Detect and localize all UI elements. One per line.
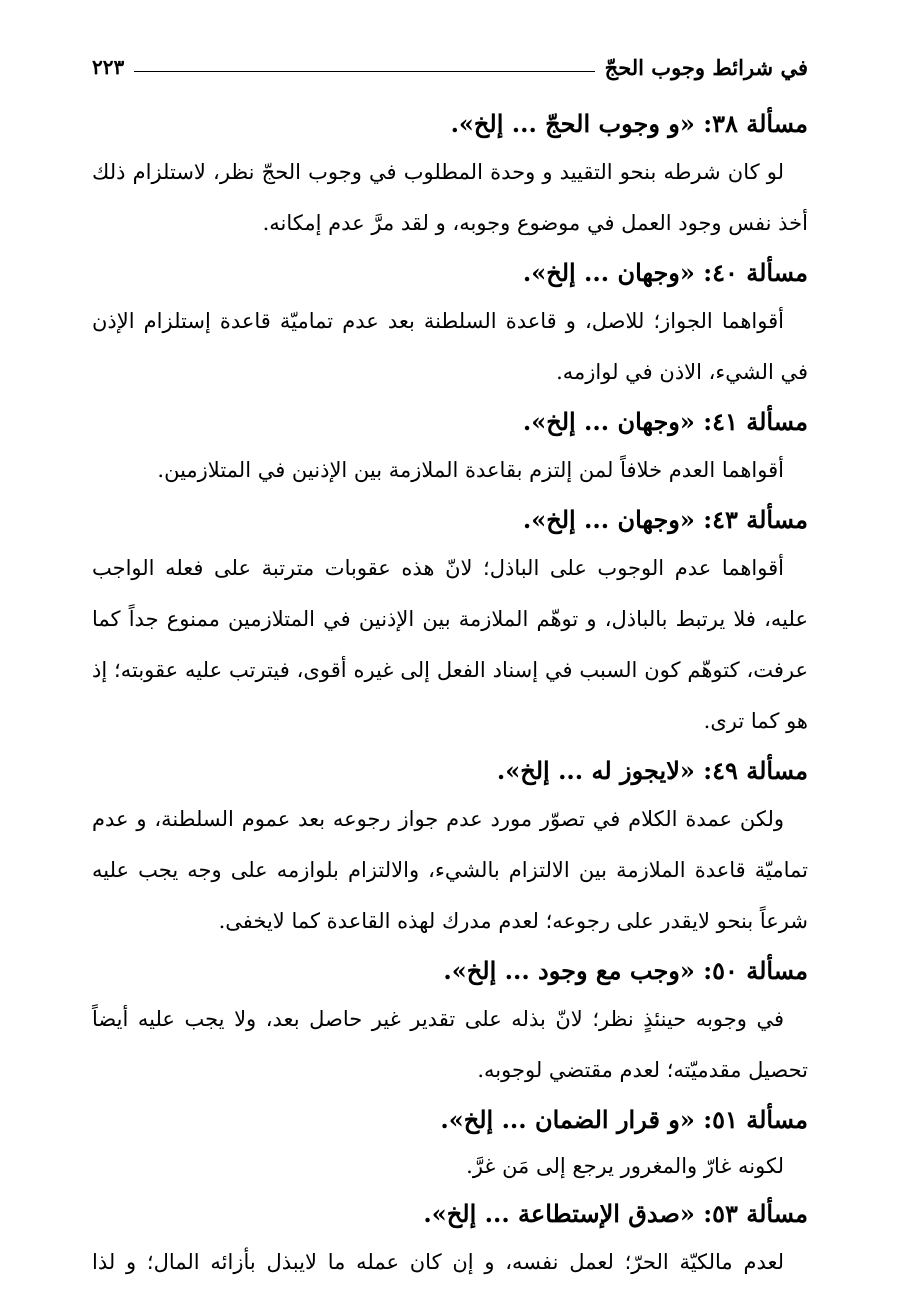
issue-heading-40: مسألة ٤٠: «وجهان ... إلخ». — [522, 258, 808, 287]
issue-text-41-body: أقواهما العدم خلافاً لمن إلتزم بقاعدة الملازمة بين الإذنين في المتلازمين. — [157, 458, 784, 482]
issue-text-41 — [92, 445, 808, 496]
issue-heading-43: مسألة ٤٣: «وجهان ... إلخ». — [522, 505, 808, 534]
issue-heading-51: مسألة ٥١: «و قرار الضمان ... إلخ». — [440, 1105, 808, 1134]
header-rule — [134, 71, 594, 72]
page-number: ٢٢٣ — [92, 55, 125, 79]
issue-text-53-body: لعدم مالكيّة الحرّ؛ لعمل نفسه، و إن كان عمله ما لايبذل بأزائه المال؛ و لذا — [92, 1250, 784, 1274]
issue-text-38 — [92, 147, 808, 249]
issue-text-51-body: لكونه غارّ والمغرور يرجع إلى مَن غرَّ. — [466, 1154, 784, 1178]
issue-text-40-body: أقواهما الجواز؛ للاصل، و قاعدة السلطنة بعد عدم تماميّة قاعدة إستلزام الإذن في الشيء، الاذن في لوازمه. — [92, 309, 808, 384]
issue-text-43-body: أقواهما عدم الوجوب على الباذل؛ لانّ هذه عقوبات مترتبة على فعله الواجب عليه، فلا يرتبط بالباذل، و توهّم الملازمة بين الإذنين في المتلازمين ممنوع جداً كما عرفت، كتوهّم كون السبب في إسناد الفعل إلى غيره أقوى، فيترتب عليه عقوبته؛ إذ هو كما ترى. — [92, 556, 808, 733]
issue-text-43 — [92, 543, 808, 747]
issue-text-50 — [92, 994, 808, 1096]
issue-heading-50: مسألة ٥٠: «وجب مع وجود ... إلخ». — [443, 956, 808, 985]
page-body — [92, 100, 808, 1288]
issue-text-50-body: في وجوبه حينئذٍ نظر؛ لانّ بذله على تقدير غير حاصل بعد، ولا يجب عليه أيضاً تحصيل مقدميّته؛ لعدم مقتضي لوجوبه. — [92, 1007, 808, 1082]
issue-heading-49: مسألة ٤٩: «لايجوز له ... إلخ». — [496, 756, 808, 785]
page-header — [92, 50, 808, 84]
issue-text-53 — [92, 1237, 808, 1288]
running-title: في شرائط وجوب الحجّ — [604, 54, 808, 80]
issue-text-40 — [92, 296, 808, 398]
issue-text-38-body: لو كان شرطه بنحو التقييد و وحدة المطلوب في وجوب الحجّ نظر، لاستلزام ذلك أخذ نفس وجود العمل في موضوع وجوبه، و لقد مرَّ عدم إمكانه. — [92, 160, 808, 235]
issue-text-51 — [92, 1143, 808, 1190]
issue-heading-53: مسألة ٥٣: «صدق الإستطاعة ... إلخ». — [423, 1199, 808, 1228]
issue-heading-38: مسألة ٣٨: «و وجوب الحجّ ... إلخ». — [450, 109, 808, 138]
issue-heading-41: مسألة ٤١: «وجهان ... إلخ». — [522, 407, 808, 436]
issue-text-49-body: ولكن عمدة الكلام في تصوّر مورد عدم جواز رجوعه بعد عموم السلطنة، و عدم تماميّة قاعدة الملازمة بين الالتزام بالشيء، والالتزام بلوازمه على وجه يجب عليه شرعاً بنحو لايقدر على رجوعه؛ لعدم مدرك لهذه القاعدة كما لايخفى. — [92, 807, 808, 933]
issue-text-49 — [92, 794, 808, 947]
